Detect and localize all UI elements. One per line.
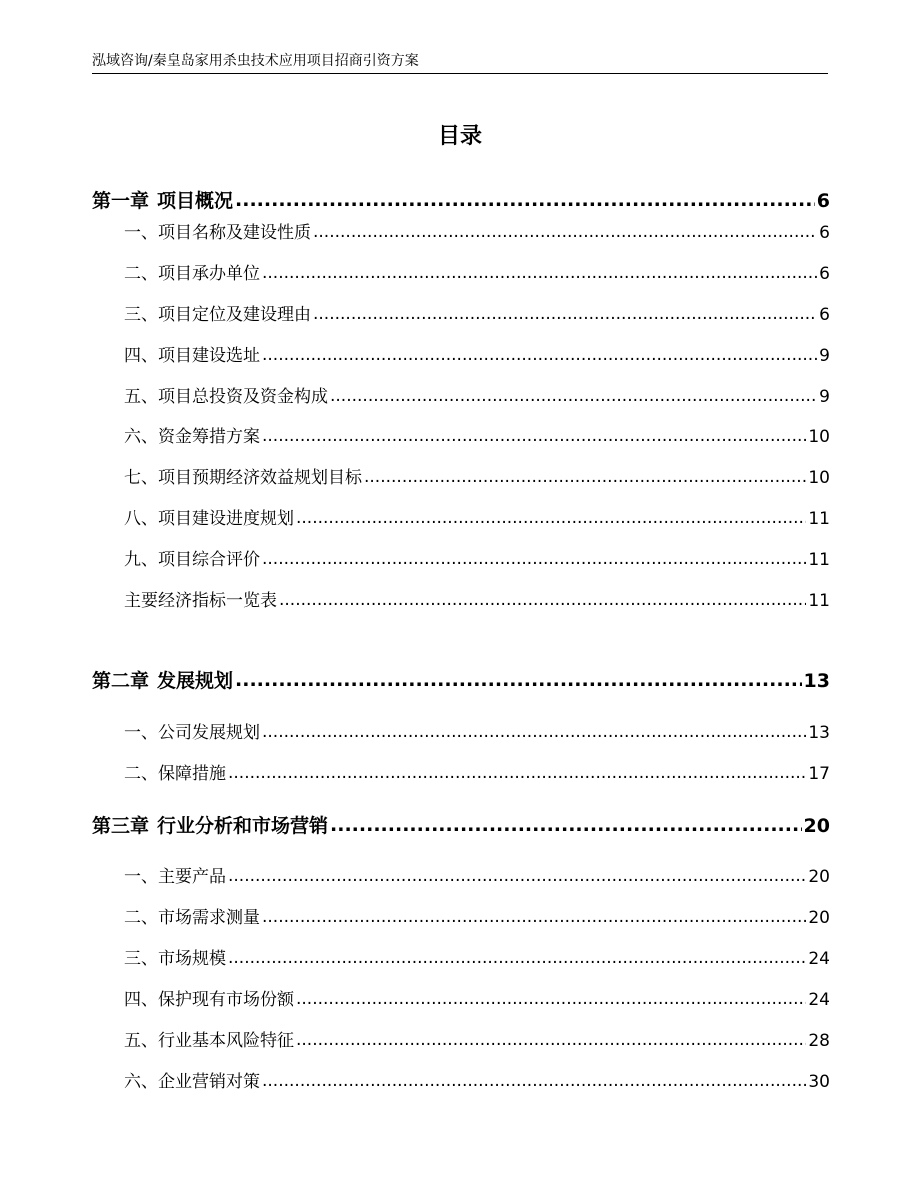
toc-entry-number: 第一章: [92, 190, 150, 212]
running-header: 泓域咨询/秦皇岛家用杀虫技术应用项目招商引资方案: [92, 53, 419, 69]
toc-entry-title: 行业分析和市场营销: [157, 815, 329, 837]
toc-section-entry[interactable]: [124, 422, 830, 447]
toc-dot-leader: [262, 345, 817, 365]
toc-entry-title: 项目概况: [157, 190, 234, 212]
toc-entry-title: 项目综合评价: [158, 550, 260, 570]
toc-section-entry[interactable]: [124, 759, 830, 784]
toc-page-number: 20: [808, 867, 830, 887]
toc-dot-leader: [296, 1030, 806, 1050]
toc-entry-title: 项目建设选址: [158, 346, 260, 366]
toc-dot-leader: [313, 304, 817, 324]
toc-dot-leader: [262, 426, 806, 446]
toc-entry-title: 项目预期经济效益规划目标: [158, 468, 362, 488]
toc-entry-number: 四、: [124, 990, 158, 1010]
toc-page-number: 28: [808, 1031, 830, 1051]
toc-section-entry[interactable]: [124, 944, 830, 969]
toc-entry-title: 发展规划: [157, 670, 234, 692]
toc-entry-number: 六、: [124, 427, 158, 447]
toc-chapter-entry[interactable]: [92, 666, 830, 693]
toc-dot-leader: [228, 866, 806, 886]
toc-section-entry[interactable]: [124, 218, 830, 243]
toc-entry-title: 项目名称及建设性质: [158, 223, 311, 243]
toc-dot-leader: [235, 669, 802, 691]
toc-entry-number: 第三章: [92, 815, 150, 837]
toc-section-entry[interactable]: [124, 382, 830, 407]
toc-page-number: 11: [808, 550, 830, 570]
toc-entry-title: 保护现有市场份额: [158, 990, 294, 1010]
toc-dot-leader: [262, 549, 806, 569]
toc-page-number: 13: [803, 670, 830, 692]
toc-entry-number: 七、: [124, 468, 158, 488]
toc-entry-title: 保障措施: [158, 764, 226, 784]
toc-page-number: 9: [819, 387, 830, 407]
toc-page-number: 11: [808, 509, 830, 529]
toc-entry-number: 一、: [124, 867, 158, 887]
toc-dot-leader: [364, 467, 806, 487]
toc-page-number: 6: [819, 305, 830, 325]
toc-entry-number: 第二章: [92, 670, 150, 692]
toc-entry-title: 市场规模: [158, 949, 226, 969]
toc-entry-title: 资金筹措方案: [158, 427, 260, 447]
toc-page-number: 13: [808, 723, 830, 743]
toc-section-entry[interactable]: [124, 862, 830, 887]
toc-dot-leader: [330, 386, 817, 406]
toc-page-number: 24: [808, 990, 830, 1010]
toc-section-entry[interactable]: [124, 341, 830, 366]
toc-entry-number: 二、: [124, 908, 158, 928]
toc-entry-number: 五、: [124, 1031, 158, 1051]
toc-page-number: 6: [816, 190, 830, 212]
toc-section-entry[interactable]: [124, 1026, 830, 1051]
toc-entry-number: 八、: [124, 509, 158, 529]
toc-entry-title: 行业基本风险特征: [158, 1031, 294, 1051]
toc-entry-number: 三、: [124, 949, 158, 969]
toc-section-entry[interactable]: [124, 718, 830, 743]
toc-entry-title: 公司发展规划: [158, 723, 260, 743]
toc-entry-title: 项目承办单位: [158, 264, 260, 284]
toc-page-number: 17: [808, 764, 830, 784]
toc-dot-leader: [296, 989, 806, 1009]
toc-chapter-entry[interactable]: [92, 811, 830, 838]
toc-dot-leader: [262, 263, 817, 283]
toc-title: 目录: [437, 124, 482, 149]
toc-dot-leader: [262, 1071, 806, 1091]
toc-dot-leader: [228, 763, 806, 783]
toc-entry-number: 三、: [124, 305, 158, 325]
toc-page-number: 11: [808, 591, 830, 611]
toc-entry-number: 二、: [124, 764, 158, 784]
toc-section-entry[interactable]: [124, 985, 830, 1010]
toc-section-entry[interactable]: [124, 300, 830, 325]
toc-page-number: 30: [808, 1072, 830, 1092]
toc-section-entry[interactable]: [124, 586, 830, 611]
toc-section-entry[interactable]: [124, 545, 830, 570]
header-rule: [92, 73, 828, 74]
toc-dot-leader: [279, 590, 806, 610]
toc-page-number: 6: [819, 223, 830, 243]
toc-dot-leader: [330, 814, 802, 836]
toc-entry-title: 主要经济指标一览表: [124, 591, 277, 611]
toc-section-entry[interactable]: [124, 903, 830, 928]
toc-dot-leader: [262, 907, 806, 927]
toc-chapter-entry[interactable]: [92, 186, 830, 213]
toc-dot-leader: [235, 189, 815, 211]
toc-page-number: 9: [819, 346, 830, 366]
toc-entry-number: 六、: [124, 1072, 158, 1092]
toc-section-entry[interactable]: [124, 1067, 830, 1092]
toc-entry-number: 四、: [124, 346, 158, 366]
toc-dot-leader: [313, 222, 817, 242]
toc-dot-leader: [228, 948, 806, 968]
toc-page-number: 20: [803, 815, 830, 837]
toc-dot-leader: [262, 722, 806, 742]
toc-page-number: 6: [819, 264, 830, 284]
toc-page-number: 10: [808, 468, 830, 488]
toc-entry-title: 主要产品: [158, 867, 226, 887]
toc-dot-leader: [296, 508, 806, 528]
toc-entry-number: 一、: [124, 223, 158, 243]
toc-entry-title: 项目定位及建设理由: [158, 305, 311, 325]
toc-entry-title: 企业营销对策: [158, 1072, 260, 1092]
toc-page-number: 20: [808, 908, 830, 928]
toc-entry-number: 九、: [124, 550, 158, 570]
toc-entry-number: 五、: [124, 387, 158, 407]
toc-entry-title: 项目建设进度规划: [158, 509, 294, 529]
toc-page-number: 10: [808, 427, 830, 447]
toc-entry-title: 项目总投资及资金构成: [158, 387, 328, 407]
toc-entry-number: 二、: [124, 264, 158, 284]
toc-entry-title: 市场需求测量: [158, 908, 260, 928]
toc-section-entry[interactable]: [124, 259, 830, 284]
toc-entry-number: 一、: [124, 723, 158, 743]
toc-section-entry[interactable]: [124, 463, 830, 488]
toc-page-number: 24: [808, 949, 830, 969]
toc-section-entry[interactable]: [124, 504, 830, 529]
